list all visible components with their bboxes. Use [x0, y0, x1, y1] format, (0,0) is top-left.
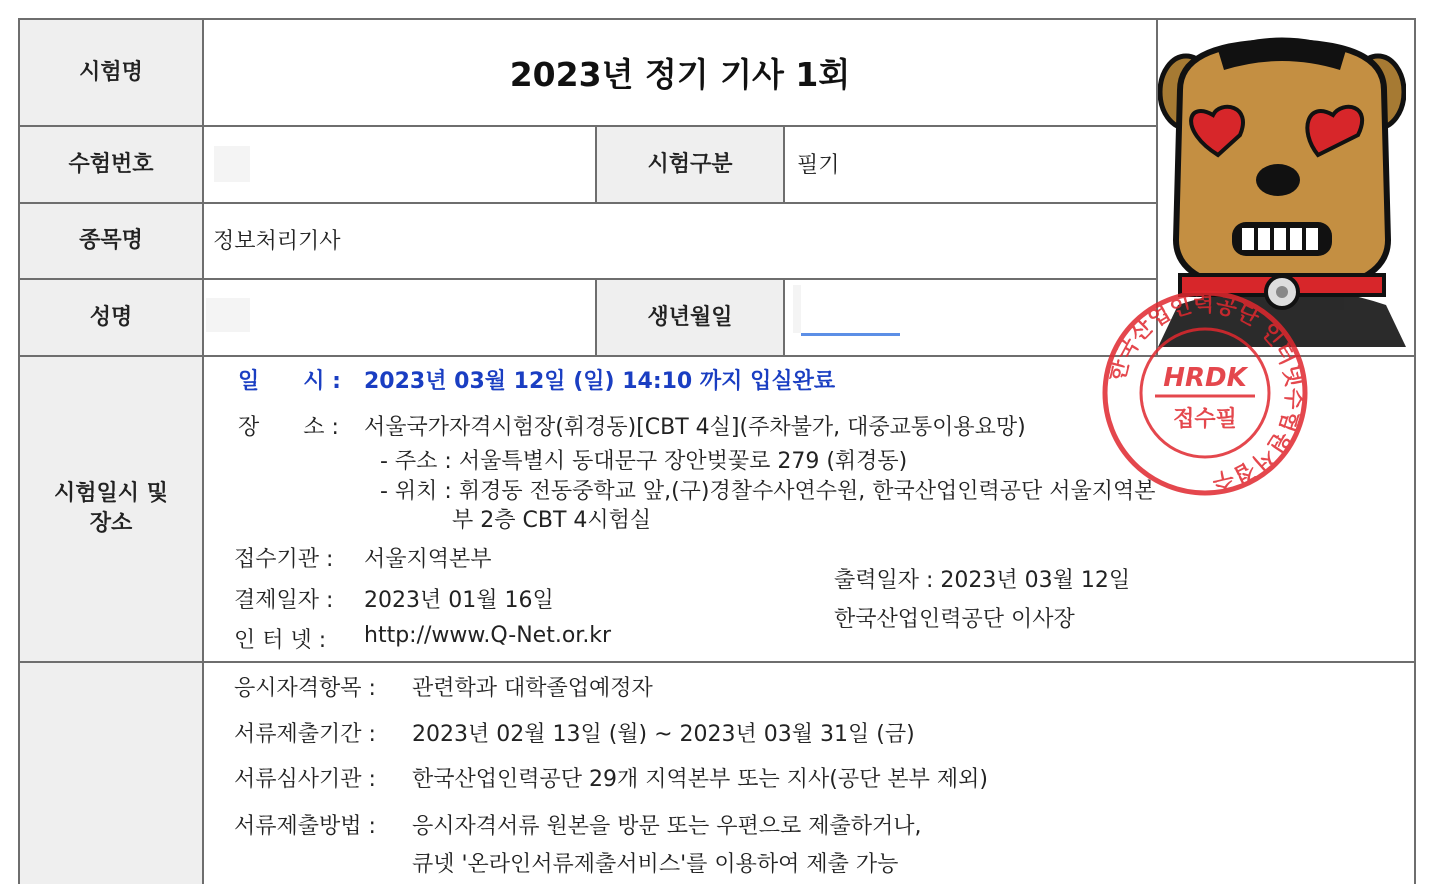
internet-link[interactable]: http://www.Q-Net.or.kr	[364, 623, 612, 648]
border-left	[18, 18, 20, 884]
location-line-2: 부 2층 CBT 4시험실	[452, 508, 652, 533]
subject-label: 종목명	[20, 204, 202, 278]
internet-key: 인 터 넷 :	[234, 628, 327, 653]
exam-number-label: 수험번호	[20, 127, 202, 202]
date-key: 일 시 :	[238, 369, 341, 394]
exam-number-masked	[214, 146, 250, 182]
reception-stamp	[1100, 288, 1310, 498]
border-row1	[18, 125, 1158, 127]
stamp-outer-text: 한국산업인력공단 인터넷수험원서접수	[1104, 291, 1307, 495]
border-row3	[18, 278, 1158, 280]
qual-item-value: 관련학과 대학졸업예정자	[412, 676, 653, 701]
stamp-logo: HRDK	[1163, 363, 1247, 393]
person-name-label: 성명	[20, 280, 202, 355]
place-key: 장 소 :	[238, 415, 339, 440]
birth-masked	[793, 285, 801, 333]
qual-method-value-1: 응시자격서류 원본을 방문 또는 우편으로 제출하거나,	[412, 814, 922, 839]
qual-period-key: 서류제출기간 :	[234, 722, 376, 747]
qual-review-key: 서류심사기관 :	[234, 767, 376, 792]
border-row2	[18, 202, 1158, 204]
office-value: 서울지역본부	[364, 547, 492, 572]
person-name-masked	[206, 298, 250, 332]
border-right	[1414, 18, 1416, 884]
qual-method-key: 서류제출방법 :	[234, 814, 376, 839]
qual-review-value: 한국산업인력공단 29개 지역본부 또는 지사(공단 본부 제외)	[412, 767, 988, 792]
border-row5	[18, 661, 1416, 663]
qual-item-key: 응시자격항목 :	[234, 676, 376, 701]
date-value: 2023년 03월 12일 (일) 14:10 까지 입실완료	[364, 369, 836, 394]
office-key: 접수기관 :	[234, 547, 334, 572]
birth-label: 생년월일	[597, 280, 783, 355]
stamp-inner-text: 접수필	[1173, 407, 1237, 432]
address-line: - 주소 : 서울특별시 동대문구 장안벚꽃로 279 (휘경동)	[380, 449, 908, 474]
border-mid-col2b	[783, 278, 785, 357]
exam-name-label: 시험명	[20, 20, 202, 125]
qual-method-value-2: 큐넷 '온라인서류제출서비스'를 이용하여 제출 가능	[412, 852, 899, 877]
schedule-label: 시험일시 및 장소	[20, 357, 202, 661]
border-mid-col1	[595, 125, 597, 204]
qualification-label	[20, 663, 202, 884]
exam-type-value: 필기	[797, 153, 840, 178]
exam-name-value: 2023년 정기 기사 1회	[509, 55, 851, 94]
payment-key: 결제일자 :	[234, 588, 334, 613]
print-date: 출력일자 : 2023년 03월 12일	[834, 568, 1131, 593]
place-value: 서울국가자격시험장(휘경동)[CBT 4실](주차불가, 대중교통이용요망)	[364, 415, 1026, 440]
border-label-col	[202, 18, 204, 884]
payment-value: 2023년 01월 16일	[364, 588, 554, 613]
subject-value: 정보처리기사	[213, 229, 341, 254]
issuer: 한국산업인력공단 이사장	[834, 607, 1075, 632]
qual-period-value: 2023년 02월 13일 (월) ~ 2023년 03월 31일 (금)	[412, 722, 915, 747]
border-mid-col1b	[595, 278, 597, 357]
exam-type-label: 시험구분	[597, 127, 783, 202]
location-line-1: - 위치 : 휘경동 전동중학교 앞,(구)경찰수사연수원, 한국산업인력공단 서울지역본	[380, 479, 1156, 504]
border-mid-col2	[783, 125, 785, 204]
birth-masked-underline	[801, 333, 900, 336]
